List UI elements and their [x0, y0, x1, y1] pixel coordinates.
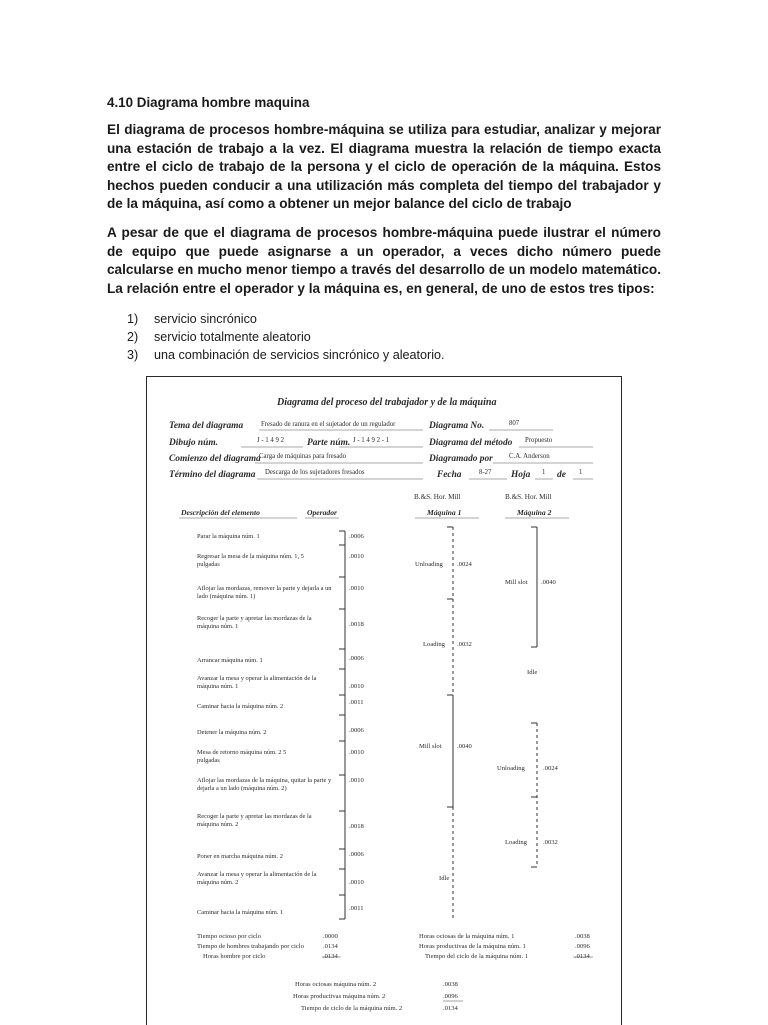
- element-time: .0006: [349, 533, 364, 540]
- element-time: .0010: [349, 585, 364, 592]
- element-time: .0011: [349, 905, 364, 912]
- list-item: [127, 346, 445, 364]
- element-time: .0010: [349, 749, 364, 756]
- col-operador: Operador: [307, 508, 337, 517]
- diagrama-no-label: Diagrama No.: [429, 421, 485, 431]
- machine1-activity: Loading: [423, 641, 445, 648]
- list-item-text: servicio totalmente aleatorio: [154, 330, 311, 344]
- paragraph-relation: A pesar de que el diagrama de procesos hombre-máquina puede ilustrar el número de equipo que puede asignarse a un operador, a veces dicho número puede calcularse en mucho menor tiempo a través del desarrollo de un modelo matemático. La relación entre el operador y la máquina es, en general, de uno de estos tres tipos:: [107, 225, 661, 296]
- list-item-number: 2): [127, 330, 139, 344]
- machine2-time: .0024: [543, 765, 558, 772]
- element-time: .0006: [349, 727, 364, 734]
- machine2-activity: Idle: [527, 669, 538, 676]
- summary-value: .0096: [575, 943, 590, 950]
- element-time: .0018: [349, 621, 364, 628]
- machine2-activity: Loading: [505, 839, 527, 846]
- summary-value: .0134: [323, 953, 338, 960]
- machine2-type: B.&S. Hor. Mill: [505, 493, 552, 501]
- summary-value: .0038: [575, 933, 590, 940]
- summary-label: Horas productivas de la máquina núm. 1: [419, 943, 526, 950]
- summary-label: Tiempo de hombres trabajando por ciclo: [197, 943, 304, 950]
- metodo-label: Diagrama del método: [429, 438, 513, 448]
- summary-value: .0134: [443, 1005, 458, 1012]
- machine2-time: .0040: [541, 579, 556, 586]
- machine1-time: .0024: [457, 561, 472, 568]
- summary-label: Horas ociosas de la máquina núm. 1: [419, 933, 515, 940]
- element-description: Caminar hacia la máquina núm. 1: [197, 909, 284, 916]
- diagramado-label: Diagramado por: [429, 454, 493, 464]
- element-time: .0018: [349, 823, 364, 830]
- termino-label: Término del diagrama: [169, 470, 256, 480]
- list-item-number: 1): [127, 312, 139, 326]
- machine1-time: .0032: [457, 641, 472, 648]
- col-descripcion: Descripción del elemento: [181, 508, 260, 517]
- element-description: Poner en marcha máquina núm. 2: [197, 853, 283, 860]
- section-heading: 4.10 Diagrama hombre maquina: [107, 95, 310, 110]
- element-time: .0010: [349, 683, 364, 690]
- comienzo-label: Comienzo del diagrama: [169, 454, 261, 464]
- element-time: .0010: [349, 777, 364, 784]
- worker-machine-diagram-figure: [146, 376, 622, 1025]
- machine1-type: B.&S. Hor. Mill: [414, 493, 461, 501]
- element-description: Regresar la mesa de la máquina núm. 1, 5 pulgadas: [197, 553, 304, 568]
- element-description: Recoger la parte y apretar las mordazas de la máquina núm. 1: [197, 615, 312, 630]
- machine1-time: .0040: [457, 743, 472, 750]
- tema-value: Fresado de ranura en el sujetador de un regulador: [261, 421, 396, 428]
- element-time: .0010: [349, 553, 364, 560]
- summary-label: Tiempo ocioso por ciclo: [197, 933, 262, 940]
- element-description: Avanzar la mesa y operar la alimentación de la máquina núm. 2: [197, 871, 317, 886]
- element-description: Caminar hacia la máquina núm. 2: [197, 703, 284, 710]
- list-item: [127, 310, 257, 328]
- hoja-label: Hoja: [511, 470, 531, 480]
- list-item-number: 3): [127, 348, 139, 362]
- list-item: [127, 328, 311, 346]
- col-maquina1: Máquina 1: [427, 508, 462, 517]
- tema-label: Tema del diagrama: [169, 421, 244, 431]
- hoja-value: 1: [542, 469, 546, 476]
- fecha-value: 8-27: [479, 469, 492, 476]
- summary-label: Tiempo de ciclo de la máquina núm. 2: [301, 1005, 403, 1012]
- element-description: Parar la máquina núm. 1: [197, 533, 260, 540]
- summary-value: .0134: [575, 953, 590, 960]
- dibujo-value: J - 1 4 9 2: [257, 437, 284, 444]
- metodo-value: Propuesto: [525, 437, 553, 444]
- summary-label: Tiempo del ciclo de la máquina núm. 1: [425, 953, 529, 960]
- parte-label: Parte núm.: [307, 438, 351, 448]
- comienzo-value: Carga de máquinas para fresado: [259, 453, 347, 460]
- fecha-label: Fecha: [437, 470, 462, 480]
- termino-value: Descarga de los sujetadores fresados: [265, 469, 365, 476]
- summary-label: Horas hombre por ciclo: [203, 953, 266, 960]
- summary-label: Horas productivas máquina núm. 2: [293, 993, 386, 1000]
- diagrama-no-value: 807: [509, 420, 520, 427]
- summary-value: .0038: [443, 981, 458, 988]
- summary-value: .0096: [443, 993, 458, 1000]
- paragraph-intro: El diagrama de procesos hombre-máquina se utiliza para estudiar, analizar y mejorar una estación de trabajo a la vez. El diagrama muestra la relación de tiempo exacta entre el ciclo de trabajo de la persona y el ciclo de operación de la máquina. Estos hechos pueden conducir a una utilización más completa del tiempo del trabajador y de la máquina, así como a obtener un mejor balance del ciclo de trabajo: [107, 122, 661, 212]
- de-value: 1: [579, 469, 583, 476]
- machine2-activity: Unloading: [497, 765, 525, 772]
- machine2-time: .0032: [543, 839, 558, 846]
- machine2-activity: Mill slot: [505, 579, 528, 586]
- list-item-text: una combinación de servicios sincrónico y aleatorio.: [154, 348, 445, 362]
- element-time: .0006: [349, 851, 364, 858]
- element-description: Arrancar máquina núm. 1: [197, 657, 263, 664]
- summary-value: .0134: [323, 943, 338, 950]
- parte-value: J - 1 4 9 2 - 1: [353, 437, 390, 444]
- machine1-activity: Idle: [439, 875, 450, 882]
- element-description: Aflojar las mordazas de la máquina, quitar la parte y dejarla a un lado (máquina núm. 2): [197, 777, 332, 792]
- machine1-activity: Mill slot: [419, 743, 442, 750]
- figure-title: Diagrama del proceso del trabajador y de la máquina: [277, 397, 497, 408]
- element-time: .0006: [349, 655, 364, 662]
- diagramado-value: C.A. Anderson: [509, 453, 550, 460]
- de-label: de: [557, 470, 566, 480]
- element-description: Detener la máquina núm. 2: [197, 729, 267, 736]
- summary-label: Horas ociosas máquina núm. 2: [295, 981, 377, 988]
- element-time: .0011: [349, 699, 364, 706]
- element-description: Aflojar las mordazas, remover la parte y dejarla a un lado (máquina núm. 1): [197, 585, 332, 600]
- element-time: .0010: [349, 879, 364, 886]
- machine1-activity: Unloading: [415, 561, 443, 568]
- summary-value: .0000: [323, 933, 338, 940]
- list-item-text: servicio sincrónico: [154, 312, 257, 326]
- element-description: Avanzar la mesa y operar la alimentación de la máquina núm. 1: [197, 675, 317, 690]
- element-description: Recoger la parte y apretar las mordazas de la máquina núm. 2: [197, 813, 312, 828]
- element-description: Mesa de retorno máquina núm. 2 5 pulgadas: [197, 749, 287, 764]
- dibujo-label: Dibujo núm.: [169, 438, 218, 448]
- col-maquina2: Máquina 2: [517, 508, 552, 517]
